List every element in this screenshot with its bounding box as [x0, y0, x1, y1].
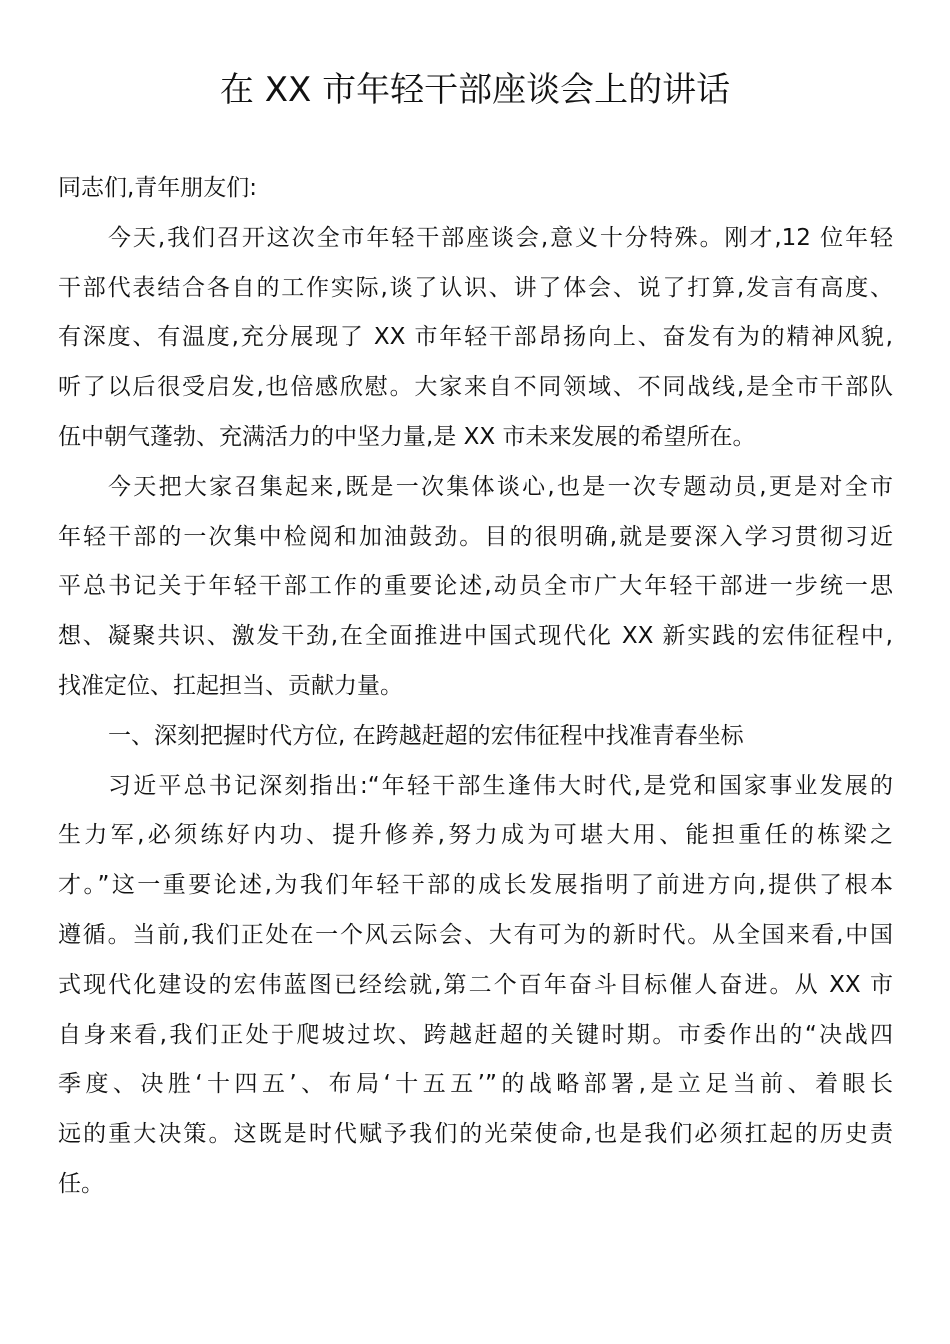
paragraph-line: 才。”这一重要论述,为我们年轻干部的成长发展指明了前进方向,提供了根本: [58, 872, 893, 899]
paragraph-line: 自身来看,我们正处于爬坡过坎、跨越赶超的关键时期。市委作出的“决战四: [58, 1021, 893, 1048]
paragraph-line: 式现代化建设的宏伟蓝图已经绘就,第二个百年奋斗目标催人奋进。从 XX 市: [58, 971, 893, 998]
section-heading-1: [58, 712, 893, 762]
document-body: [58, 164, 893, 1210]
paragraph-line: 干部代表结合各自的工作实际,谈了认识、讲了体会、说了打算,发言有高度、: [58, 274, 893, 301]
document-title: 在 XX 市年轻干部座谈会上的讲话: [219, 70, 731, 110]
paragraph-line: 想、凝聚共识、激发干劲,在全面推进中国式现代化 XX 新实践的宏伟征程中,: [58, 623, 893, 650]
paragraph-line: 遵循。当前,我们正处在一个风云际会、大有可为的新时代。从全国来看,中国: [58, 921, 893, 948]
paragraph-line: 季度、决胜‘十四五’、布局‘十五五’”的战略部署,是立足当前、着眼长: [58, 1071, 893, 1098]
paragraph-line: 平总书记关于年轻干部工作的重要论述,动员全市广大年轻干部进一步统一思: [58, 573, 893, 600]
paragraph-line: 今天,我们召开这次全市年轻干部座谈会,意义十分特殊。刚才,12 位年轻: [108, 224, 893, 251]
paragraph-line: 年轻干部的一次集中检阅和加油鼓劲。目的很明确,就是要深入学习贯彻习近: [58, 523, 893, 550]
paragraph-line: 今天把大家召集起来,既是一次集体谈心,也是一次专题动员,更是对全市: [108, 473, 893, 500]
paragraph-line: 远的重大决策。这既是时代赋予我们的光荣使命,也是我们必须扛起的历史责: [58, 1121, 893, 1148]
paragraph-line: 生力军,必须练好内功、提升修养,努力成为可堪大用、能担重任的栋梁之: [58, 822, 893, 849]
paragraph-line: 有深度、有温度,充分展现了 XX 市年轻干部昂扬向上、奋发有为的精神风貌,: [58, 324, 893, 351]
paragraph-1: [58, 214, 893, 463]
paragraph-line: 伍中朝气蓬勃、充满活力的中坚力量,是 XX 市未来发展的希望所在。: [58, 423, 756, 450]
paragraph-line: 习近平总书记深刻指出:“年轻干部生逢伟大时代,是党和国家事业发展的: [108, 772, 893, 799]
section-heading: 一、深刻把握时代方位, 在跨越赶超的宏伟征程中找准青春坐标: [108, 722, 744, 749]
paragraph-line: 任。: [58, 1170, 104, 1197]
paragraph-2: [58, 463, 893, 712]
paragraph-line: 听了以后很受启发,也倍感欣慰。大家来自不同领域、不同战线,是全市干部队: [58, 374, 893, 401]
paragraph-3: [58, 762, 893, 1210]
paragraph-line: 找准定位、扛起担当、贡献力量。: [58, 672, 403, 699]
salutation: 同志们,青年朋友们:: [58, 175, 258, 201]
